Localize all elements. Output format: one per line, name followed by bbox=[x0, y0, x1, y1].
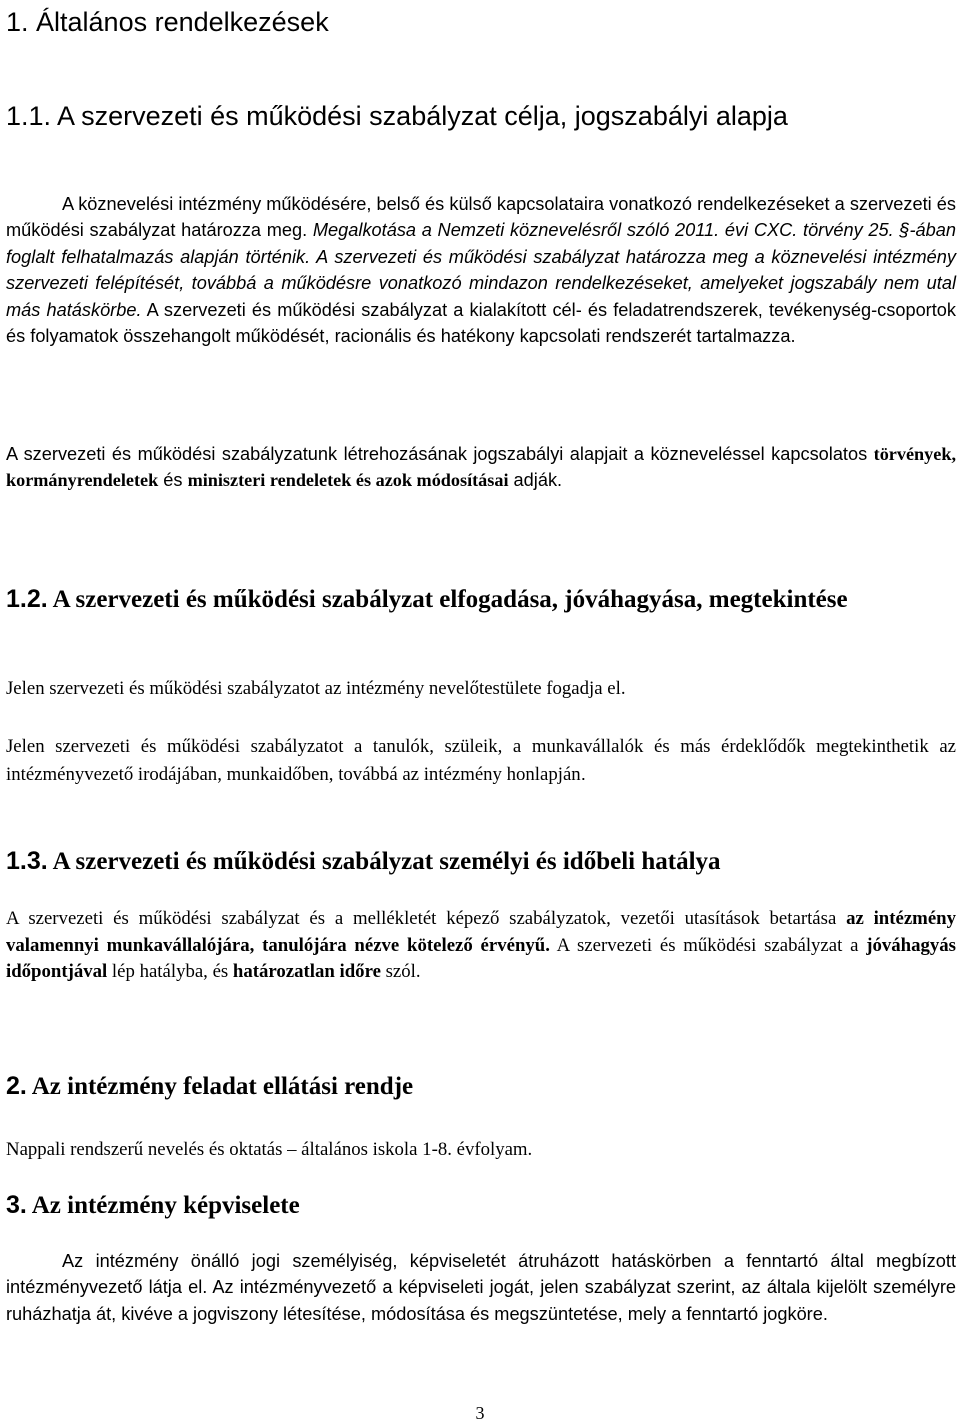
section-number: 2. bbox=[6, 1072, 27, 1100]
paragraph-2-tasks: Nappali rendszerű nevelés és oktatás – általános iskola 1-8. évfolyam. bbox=[6, 1139, 533, 1160]
bold-span: az intézmény valamennyi munkavállalójára, tanulójára nézve kötelező érvényű. bbox=[6, 908, 956, 956]
heading-general-provisions: 1. Általános rendelkezések bbox=[6, 7, 329, 37]
section-title: A szervezeti és működési szabályzat elfogadása, jóváhagyása, megtekintése bbox=[47, 586, 848, 613]
section-number: 1.2. bbox=[6, 585, 48, 613]
section-number: 3. bbox=[6, 1191, 27, 1219]
heading-1-1: 1.1. A szervezeti és működési szabályzat célja, jogszabályi alapja bbox=[6, 101, 788, 131]
paragraph-1-2-adoption: Jelen szervezeti és működési szabályzatot az intézmény nevelőtestülete fogadja el. bbox=[6, 678, 626, 699]
text-span: Jelen szervezeti és működési szabályzatot a tanulók, szüleik, a munkavállalók és más érdeklődők megtekinthetik az intézményvezető irodájában, munkaidőben, továbbá az intézmény honlapján bbox=[6, 736, 956, 785]
text-span: és bbox=[158, 470, 188, 491]
section-title: A szervezeti és működési szabályzat személyi és időbeli hatálya bbox=[47, 848, 721, 875]
bold-span: törvények, kormányrendeletek bbox=[6, 444, 956, 491]
text-span: A szervezeti és működési szabályzat a bbox=[549, 934, 867, 956]
text-span: A szervezeti és működési szabályzat a kialakított cél- és feladatrendszerek, tevékenység-csoportok és folyamatok összehangolt működését, racionális és hatékony kapcsolati rendszerét tartalmazza. bbox=[6, 299, 956, 347]
bold-span: jóváhagyás időpontjával bbox=[6, 934, 956, 983]
text-span: A szervezeti és működési szabályzatunk létrehozásának jogszabályi alapjait a közneveléssel kapcsolatos bbox=[6, 444, 874, 464]
section-title: Az intézmény feladat ellátási rendje bbox=[26, 1073, 414, 1100]
paragraph-1-1-purpose bbox=[6, 191, 956, 349]
text-span: . bbox=[580, 762, 586, 784]
text-span: A köznevelési intézmény működésére, belső és külső kapcsolataira vonatkozó rendelkezéseket a szervezeti és működési szabályzat határozza meg. bbox=[6, 194, 956, 241]
heading-1-2 bbox=[6, 584, 956, 615]
bold-span: határozatlan időre bbox=[232, 961, 381, 983]
paragraph-3-representation: Az intézmény önálló jogi személyiség, képviseletét átruházott hatáskörben a fenntartó által megbízott intézményvezető látja el. Az intézményvezető a képviseleti jogát, jelen szabályzat szerint, az általa kijelölt személyre ruházhatja át, kivéve a jogviszony létesítése, módosítása és megszüntetése, mely a fenntartó jogköre. bbox=[6, 1251, 956, 1324]
heading-2 bbox=[6, 1071, 956, 1102]
bold-span: miniszteri rendeletek és azok módosításai bbox=[187, 470, 509, 491]
text-span: A szervezeti és működési szabályzat és a mellékletét képező szabályzatok, vezetői utasítások betartása bbox=[6, 908, 847, 929]
page-number: 3 bbox=[475, 1403, 485, 1423]
heading-3 bbox=[6, 1190, 956, 1221]
text-span: szól. bbox=[380, 961, 421, 983]
italic-span: Megalkotása a Nemzeti köznevelésről szóló 2011. évi CXC. törvény 25. §-ában foglalt felhatalmazás alapján történik. A szervezeti és működési szabályzat határozza meg a köznevelési intézmény szervezeti felépítését, továbbá a működésre vonatkozó mindazon rendelkezéseket, amelyeket jogszabály nem utal más hatáskörbe. bbox=[6, 220, 956, 320]
paragraph-1-1-legal-basis bbox=[6, 441, 956, 494]
text-span: lép hatályba, és bbox=[107, 961, 233, 983]
section-title: Az intézmény képviselete bbox=[26, 1192, 300, 1219]
paragraph-1-3-scope bbox=[6, 906, 956, 986]
text-span: adják. bbox=[508, 470, 563, 491]
section-number: 1.3. bbox=[6, 847, 48, 875]
paragraph-1-2-viewing bbox=[6, 734, 956, 788]
heading-1-3 bbox=[6, 846, 956, 877]
